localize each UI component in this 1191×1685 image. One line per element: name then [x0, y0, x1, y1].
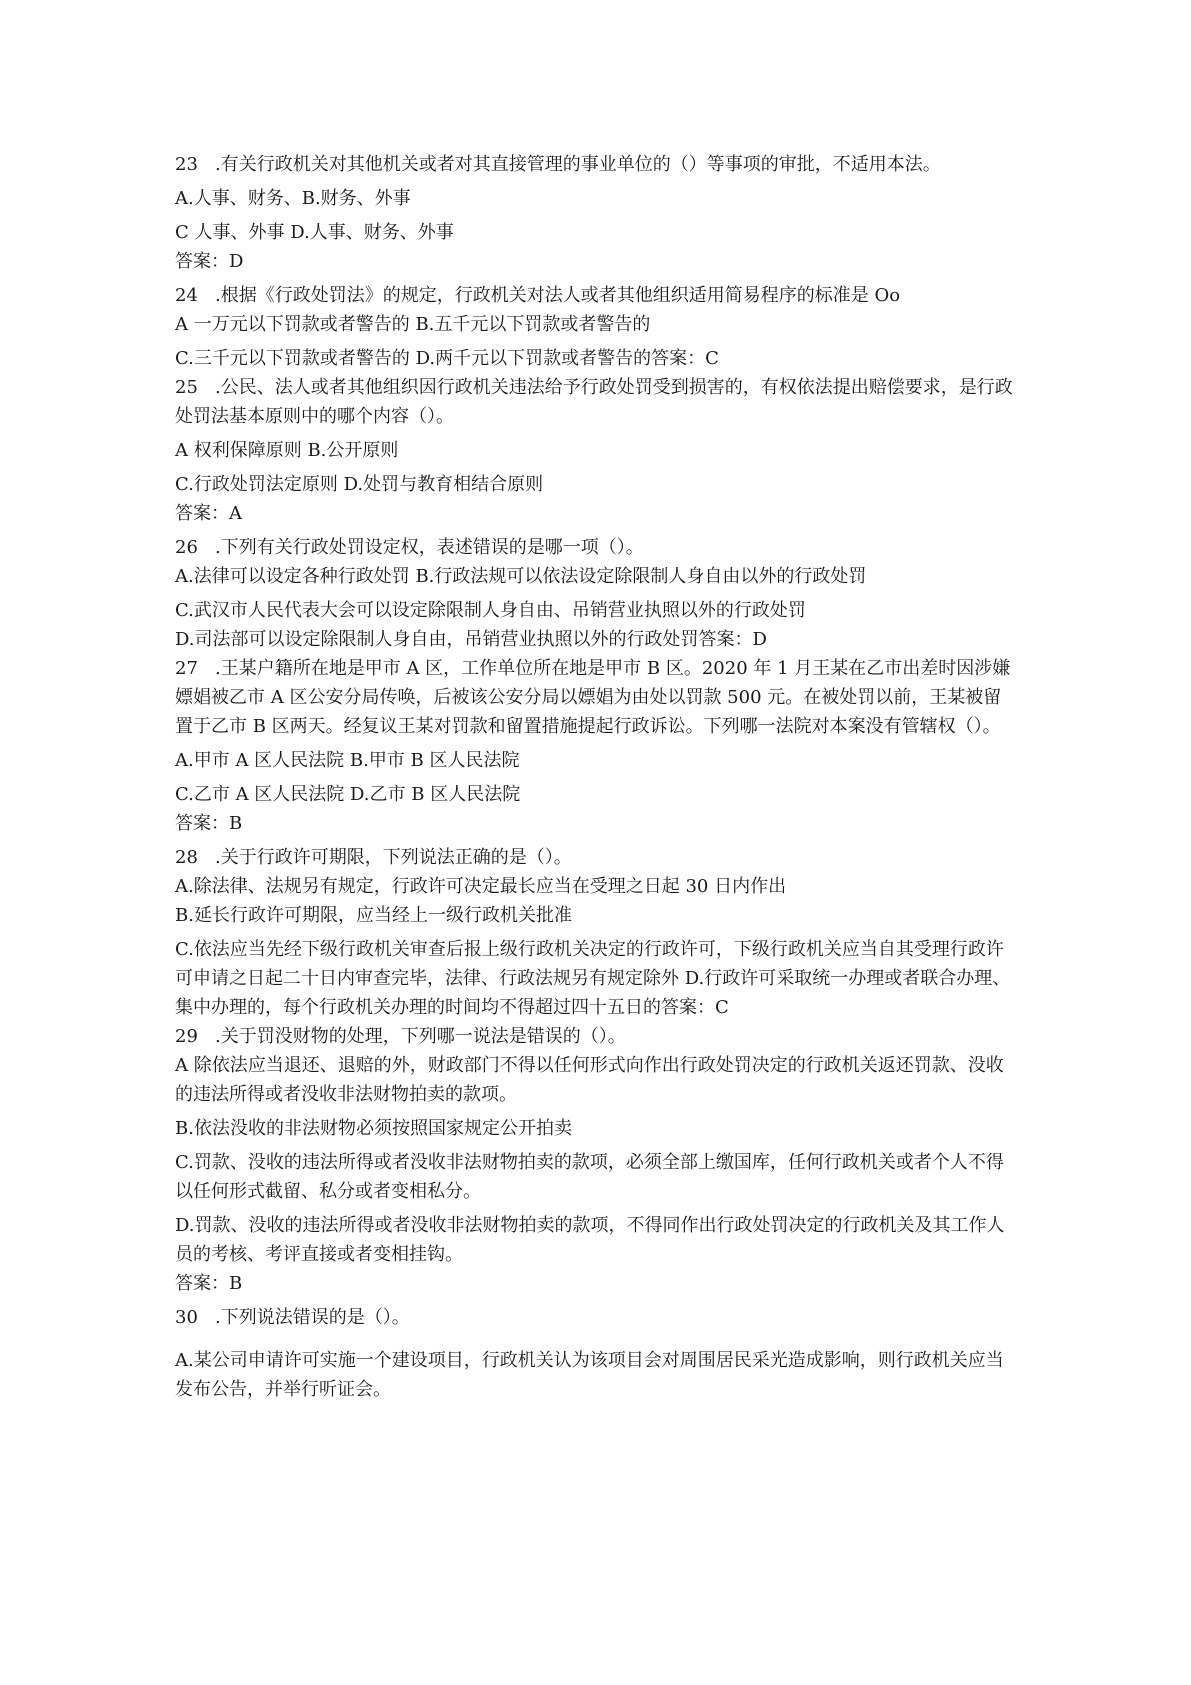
option-line: D.司法部可以设定除限制人身自由，吊销营业执照以外的行政处罚答案：D: [175, 629, 767, 650]
question-number: 27: [175, 658, 198, 679]
option-line: A.甲市 A 区人民法院 B.甲市 B 区人民法院: [175, 750, 520, 771]
question-text: .下列有关行政处罚设定权，表述错误的是哪一项（）。: [215, 537, 644, 558]
question-number: 24: [175, 285, 198, 306]
option-line: C.依法应当先经下级行政机关审查后报上级行政机关决定的行政许可，下级行政机关应当自其受理行政许可申请之日起二十日内审查完毕，法律、行政法规另有规定除外 D.行政许可采取统一办理或者联合办理、集中办理的，每个行政机关办理的时间均不得超过四十五日的答案：C: [175, 939, 1011, 1018]
option-line: C.三千元以下罚款或者警告的 D.两千元以下罚款或者警告的答案：C: [175, 348, 719, 369]
question-26: [175, 533, 1017, 562]
option-line: C.乙市 A 区人民法院 D.乙市 B 区人民法院: [175, 784, 521, 805]
question-number: 29: [175, 1026, 198, 1047]
option-line: C.罚款、没收的违法所得或者没收非法财物拍卖的款项，必须全部上缴国库，任何行政机关或者个人不得以任何形式截留、私分或者变相私分。: [175, 1152, 1004, 1202]
option-line: A 除依法应当退还、退赔的外，财政部门不得以任何形式向作出行政处罚决定的行政机关返还罚款、没收的违法所得或者没收非法财物拍卖的款项。: [175, 1055, 1004, 1105]
question-text: .关于行政许可期限，下列说法正确的是（）。: [215, 847, 572, 868]
question-24: [175, 281, 1017, 310]
option-line: A.法律可以设定各种行政处罚 B.行政法规可以依法设定除限制人身自由以外的行政处罚: [175, 566, 867, 587]
option-line: C.武汉市人民代表大会可以设定除限制人身自由、吊销营业执照以外的行政处罚: [175, 600, 806, 621]
answer-line: 答案：D: [175, 251, 244, 272]
question-text: .关于罚没财物的处理，下列哪一说法是错误的（）。: [215, 1026, 626, 1047]
answer-line: 答案：B: [175, 813, 243, 834]
question-number: 25: [175, 377, 198, 398]
question-25: [175, 373, 1017, 431]
question-text: .王某户籍所在地是甲市 A 区，工作单位所在地是甲市 B 区。2020 年 1 月王某在乙市出差时因涉嫌嫖娼被乙市 A 区公安分局传唤，后被该公安分局以嫖娼为由处以罚款 500 元。在被处罚以前，王某被留置于乙市 B 区两天。经复议王某对罚款和留置措施提起行政诉讼。下列哪一法院对本案没有管辖权（）。: [175, 658, 1011, 737]
option-line: C 人事、外事 D.人事、财务、外事: [175, 222, 454, 243]
document-page: [175, 150, 1017, 1404]
option-line: C.行政处罚法定原则 D.处罚与教育相结合原则: [175, 474, 544, 495]
option-line: A.人事、财务、B.财务、外事: [175, 188, 411, 209]
question-text: .公民、法人或者其他组织因行政机关违法给予行政处罚受到损害的，有权依法提出赔偿要求，是行政处罚法基本原则中的哪个内容（）。: [175, 377, 1013, 427]
option-line: D.罚款、没收的违法所得或者没收非法财物拍卖的款项，不得同作出行政处罚决定的行政机关及其工作人员的考核、考评直接或者变相挂钩。: [175, 1215, 1005, 1265]
option-line: A.除法律、法规另有规定，行政许可决定最长应当在受理之日起 30 日内作出: [175, 876, 787, 897]
answer-line: 答案：A: [175, 503, 242, 524]
question-23: [175, 150, 1017, 179]
question-28: [175, 843, 1017, 872]
question-30: [175, 1303, 1017, 1332]
question-text: .根据《行政处罚法》的规定，行政机关对法人或者其他组织适用简易程序的标准是 Oo: [215, 285, 901, 306]
option-line: B.依法没收的非法财物必须按照国家规定公开拍卖: [175, 1118, 572, 1139]
option-line: A 一万元以下罚款或者警告的 B.五千元以下罚款或者警告的: [175, 314, 651, 335]
answer-line: 答案：B: [175, 1273, 243, 1294]
question-text: .有关行政机关对其他机关或者对其直接管理的事业单位的（）等事项的审批，不适用本法。: [215, 154, 941, 175]
option-line: A 权利保障原则 B.公开原则: [175, 440, 399, 461]
question-number: 30: [175, 1307, 198, 1328]
option-line: A.某公司申请许可实施一个建设项目，行政机关认为该项目会对周围居民采光造成影响，则行政机关应当发布公告，并举行听证会。: [175, 1350, 1004, 1400]
question-number: 28: [175, 847, 198, 868]
question-number: 23: [175, 154, 198, 175]
question-text: .下列说法错误的是（）。: [215, 1307, 410, 1328]
question-27: [175, 654, 1017, 741]
option-line: B.延长行政许可期限，应当经上一级行政机关批准: [175, 905, 572, 926]
question-29: [175, 1022, 1017, 1051]
question-number: 26: [175, 537, 198, 558]
